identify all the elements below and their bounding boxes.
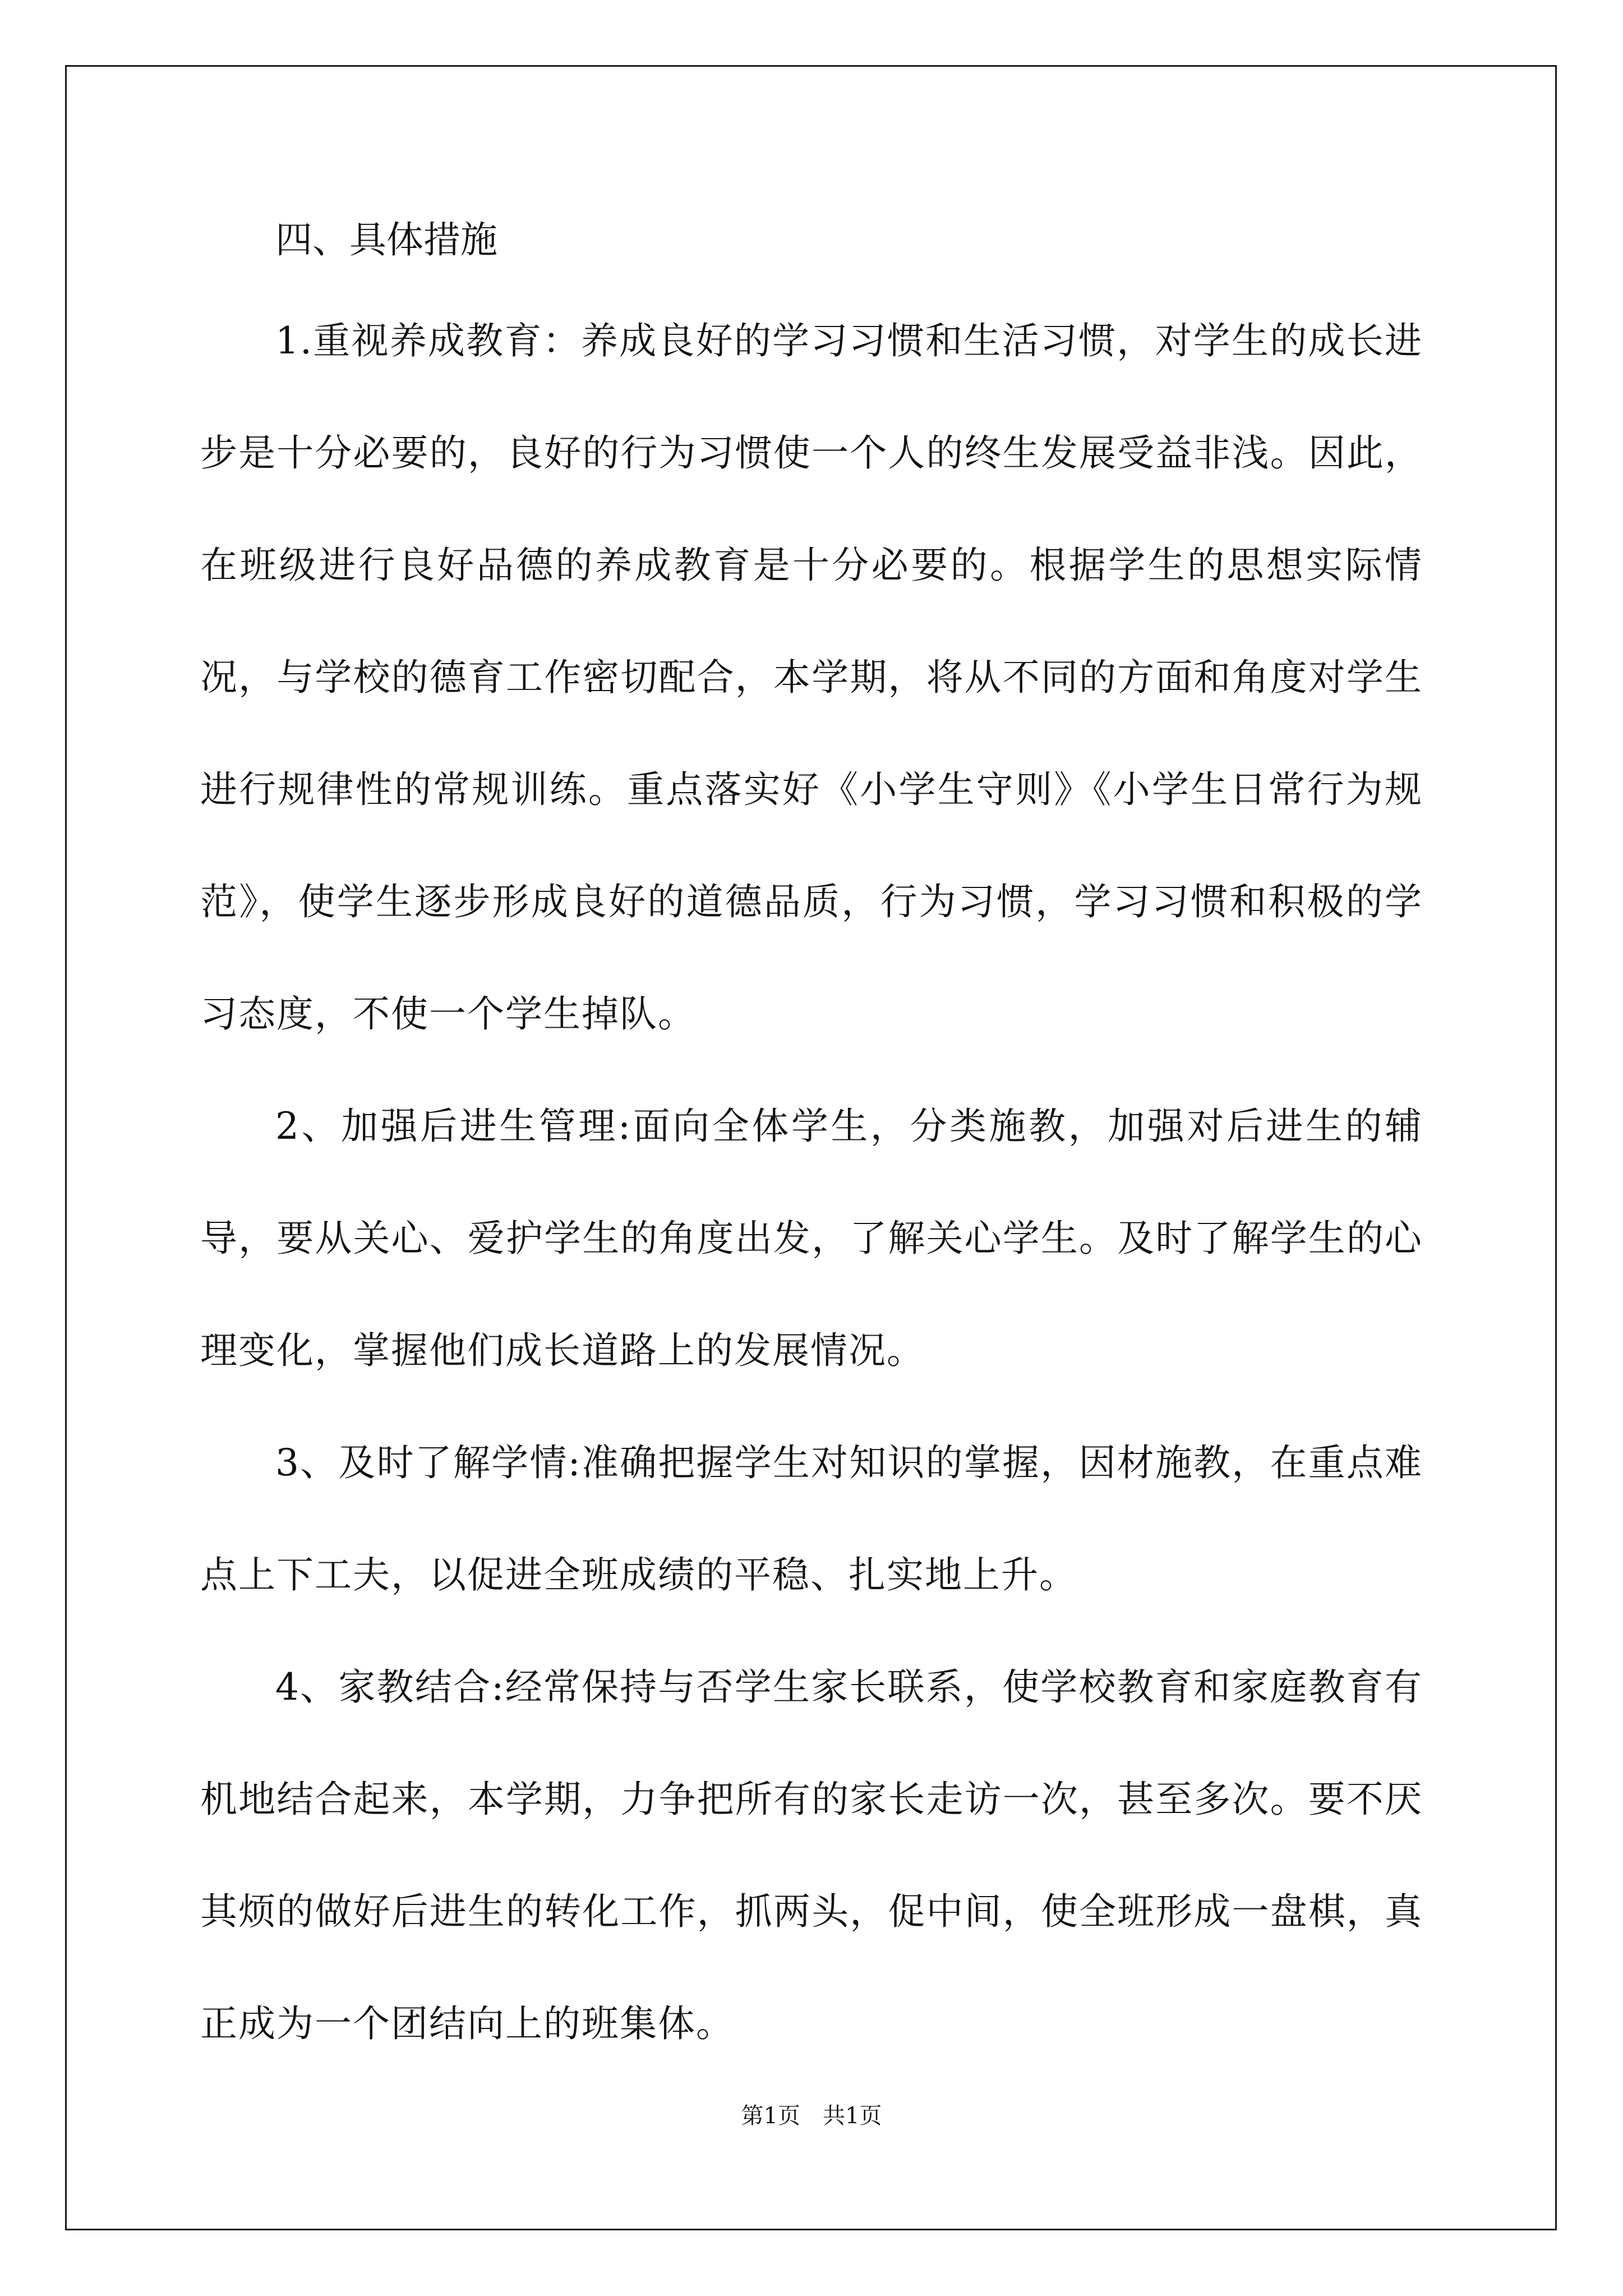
- section-heading: 四、具体措施: [275, 218, 497, 261]
- page-footer: 第1页 共1页: [741, 2103, 882, 2129]
- document-body: [200, 218, 1423, 2080]
- paragraph-4: 4、家教结合:经常保持与否学生家长联系，使学校教育和家庭教育有机地结合起来，本学期，力争把所有的家长走访一次，甚至多次。要不厌其烦的做好后进生的转化工作，抓两头，促中间，使全班形成一盘棋，真正成为一个团结向上的班集体。: [200, 1665, 1423, 2045]
- paragraph-3: 3、及时了解学情:准确把握学生对知识的掌握，因材施教，在重点难点上下工夫，以促进全班成绩的平稳、扎实地上升。: [200, 1441, 1423, 1596]
- paragraph-1: 1.重视养成教育：养成良好的学习习惯和生活习惯，对学生的成长进步是十分必要的，良好的行为习惯使一个人的终生发展受益非浅。因此，在班级进行良好品德的养成教育是十分必要的。根据学生的思想实际情况，与学校的德育工作密切配合，本学期，将从不同的方面和角度对学生进行规律性的常规训练。重点落实好《小学生守则》《小学生日常行为规范》，使学生逐步形成良好的道德品质，行为习惯，学习习惯和积极的学习态度，不使一个学生掉队。: [200, 319, 1423, 1036]
- paragraph-2: 2、加强后进生管理:面向全体学生，分类施教，加强对后进生的辅导，要从关心、爱护学生的角度出发，了解关心学生。及时了解学生的心理变化，掌握他们成长道路上的发展情况。: [200, 1105, 1423, 1372]
